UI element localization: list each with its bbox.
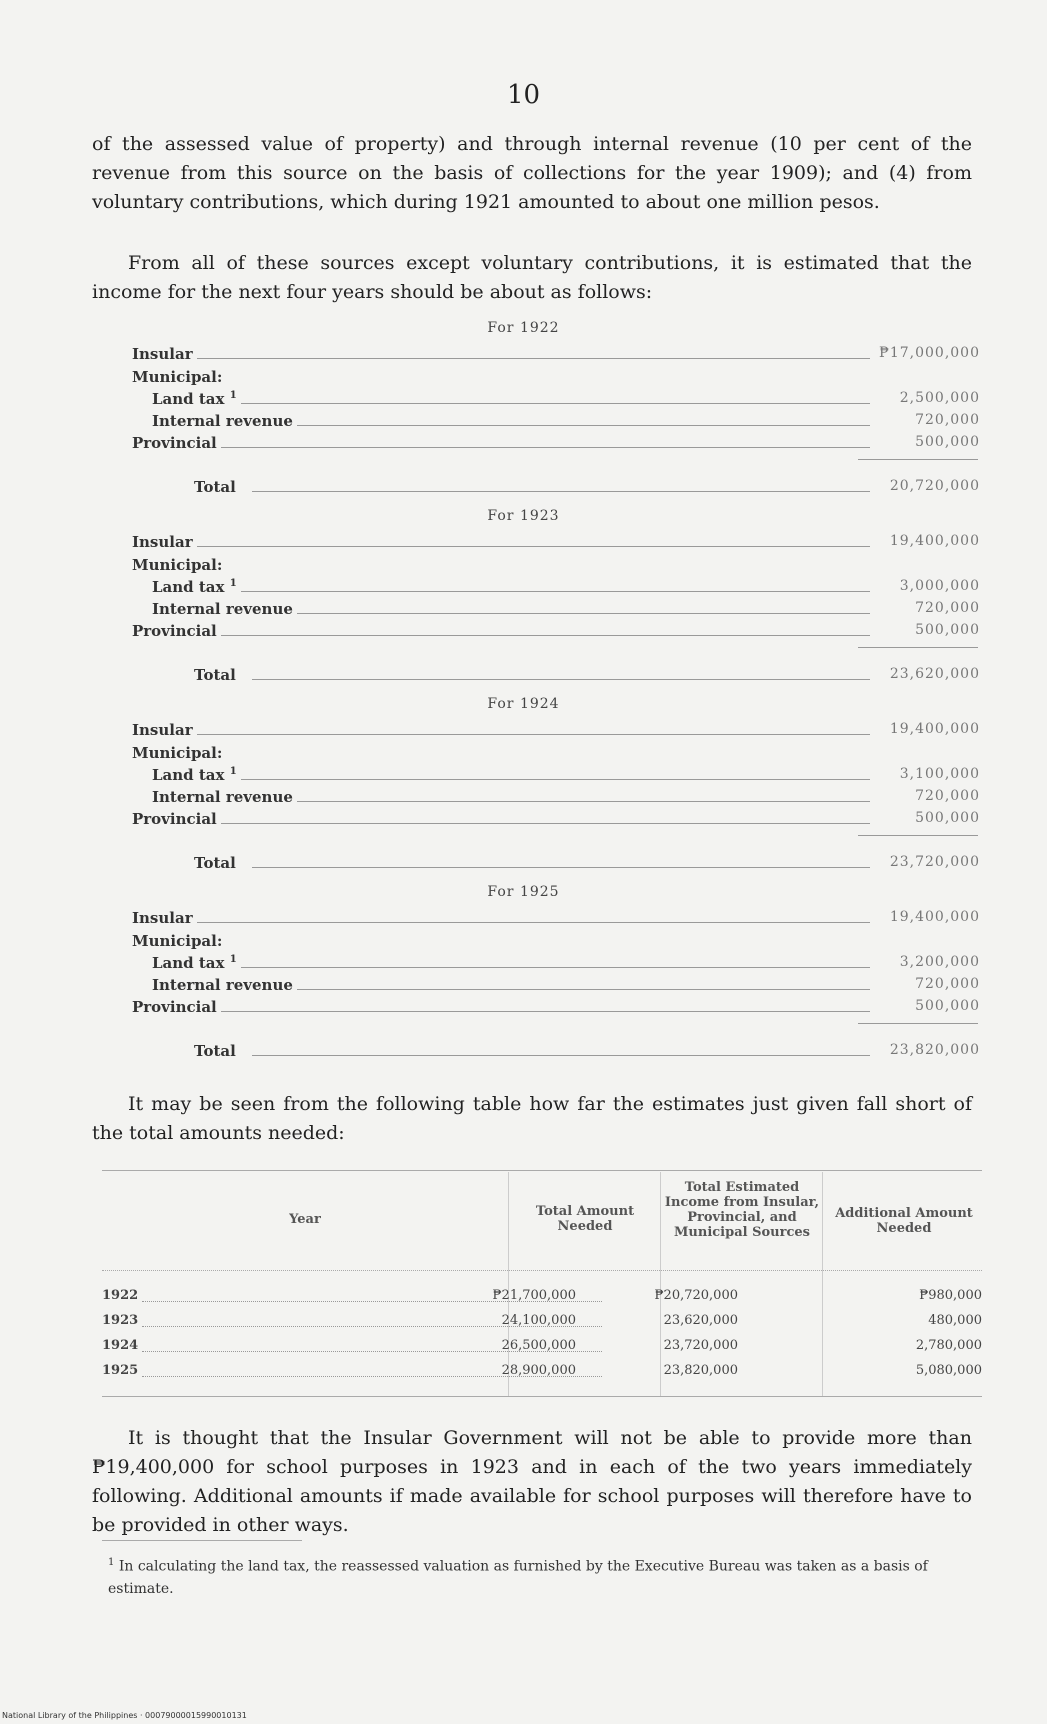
estimate-heading-1925: For 1925 [487, 884, 560, 900]
estimate-row-insular: Insular ₱17,000,000 [132, 345, 980, 363]
footnote: $^1$ In calculating the land tax, the reassessed valuation as furnished by the Executive Bureau was taken as a basis of estimate. [108, 1557, 928, 1597]
estimate-row-internal-revenue: Internal revenue 720,000 [152, 976, 980, 994]
estimate-row-municipal: Municipal: [132, 932, 980, 952]
estimate-row-total: Total 20,720,000 [194, 478, 980, 496]
scan-credit: National Library of the Philippines · 00079000015990010131 [2, 1711, 247, 1720]
closing-paragraph: It is thought that the Insular Government will not be able to provide more than ₱19,400,000 for school purposes in 1923 and in each of the two years immediately following. Additional amounts if made available for school purposes will therefore have to be provided in other ways. [92, 1427, 972, 1536]
estimate-row-internal-revenue: Internal revenue 720,000 [152, 600, 980, 618]
column-header-total-needed: Total Amount Needed [535, 1204, 635, 1234]
sum-rule [858, 1023, 978, 1024]
table-row: 1923 24,100,000 23,620,000 480,000 [102, 1313, 982, 1328]
estimate-row-land-tax: Land tax $^1$ 3,100,000 [152, 766, 980, 784]
sum-rule [858, 459, 978, 460]
table-intro-paragraph: It may be seen from the following table how far the estimates just given fall short of the total amounts needed: [92, 1093, 972, 1144]
estimate-heading-1923: For 1923 [487, 508, 560, 524]
estimate-row-land-tax: Land tax $^1$ 2,500,000 [152, 390, 980, 408]
estimate-heading-1922: For 1922 [487, 320, 560, 336]
estimate-row-provincial: Provincial 500,000 [132, 622, 980, 640]
estimate-row-internal-revenue: Internal revenue 720,000 [152, 788, 980, 806]
page-number: 10 [506, 80, 541, 110]
estimate-row-municipal: Municipal: [132, 556, 980, 576]
estimate-row-provincial: Provincial 500,000 [132, 998, 980, 1016]
sum-rule [858, 647, 978, 648]
column-header-additional-needed: Additional Amount Needed [835, 1206, 973, 1236]
table-bottom-rule [102, 1396, 982, 1397]
estimate-row-land-tax: Land tax $^1$ 3,200,000 [152, 954, 980, 972]
estimate-row-total: Total 23,620,000 [194, 666, 980, 684]
column-header-estimated-income: Total Estimated Income from Insular, Provincial, and Municipal Sources [664, 1180, 820, 1240]
sum-rule [858, 835, 978, 836]
table-header-rule [102, 1270, 982, 1271]
intro-paragraph-2: From all of these sources except voluntary contributions, it is estimated that the income for the next four years should be about as follows: [92, 252, 972, 303]
table-row: 1925 28,900,000 23,820,000 5,080,000 [102, 1363, 982, 1378]
estimate-row-land-tax: Land tax $^1$ 3,000,000 [152, 578, 980, 596]
estimate-row-internal-revenue: Internal revenue 720,000 [152, 412, 980, 430]
estimate-row-provincial: Provincial 500,000 [132, 810, 980, 828]
footnote-rule [102, 1540, 302, 1541]
estimate-row-insular: Insular 19,400,000 [132, 909, 980, 927]
estimate-row-provincial: Provincial 500,000 [132, 434, 980, 452]
estimate-row-total: Total 23,720,000 [194, 854, 980, 872]
estimate-row-municipal: Municipal: [132, 744, 980, 764]
column-header-year: Year [289, 1212, 321, 1227]
estimate-row-insular: Insular 19,400,000 [132, 721, 980, 739]
table-row: 1924 26,500,000 23,720,000 2,780,000 [102, 1338, 982, 1353]
table-top-rule [102, 1170, 982, 1171]
estimate-row-municipal: Municipal: [132, 368, 980, 388]
estimate-heading-1924: For 1924 [487, 696, 560, 712]
estimate-row-total: Total 23,820,000 [194, 1042, 980, 1060]
table-row: 1922 ₱21,700,000 ₱20,720,000 ₱980,000 [102, 1288, 982, 1303]
estimate-row-insular: Insular 19,400,000 [132, 533, 980, 551]
intro-paragraph-1: of the assessed value of property) and through internal revenue (10 per cent of the revenue from this source on the basis of collections for the year 1909); and (4) from voluntary contributions, which during 1921 amounted to about one million pesos. [92, 133, 972, 213]
